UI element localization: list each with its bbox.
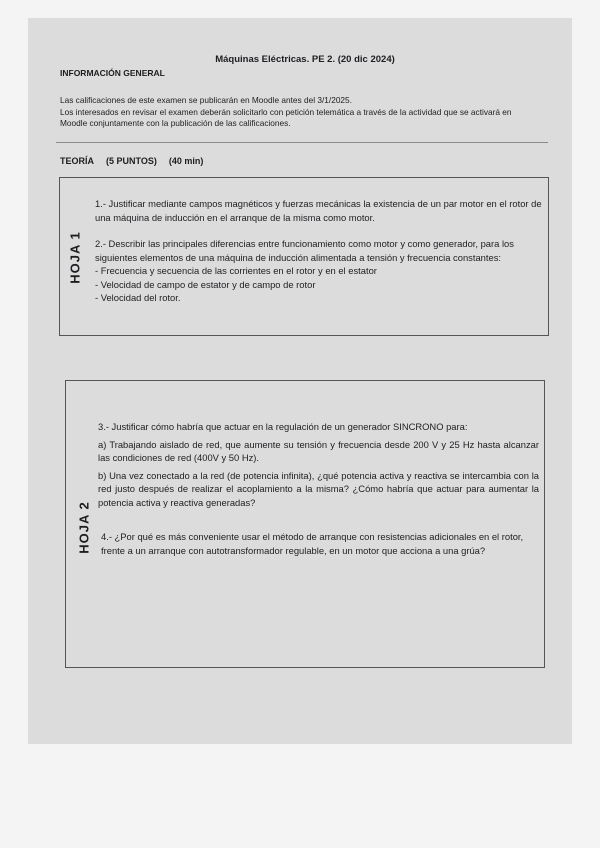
question-4: 4.- ¿Por qué es más conveniente usar el método de arranque con resistencias adicionales en el rotor, frente a un arranque con autotransformador regulable, en un motor que acciona a una grúa?: [101, 531, 524, 556]
sheet-1-label: HOJA 1: [67, 231, 83, 284]
theory-time: (40 min): [168, 156, 204, 166]
exam-title: Máquinas Eléctricas. PE 2. (20 dic 2024): [215, 54, 395, 65]
question-1: 1.- Justificar mediante campos magnéticos y fuerzas mecánicas la existencia de un par motor en el rotor de una máquina de inducción en el arranque de la misma como motor.: [95, 198, 542, 223]
question-2-intro: 2.- Describir las principales diferencias entre funcionamiento como motor y como generador, para los siguientes elementos de una máquina de inducción alimentada a tensión y frecuencia constantes:: [95, 238, 514, 263]
theory-heading: [60, 156, 215, 166]
sheet-2-label: HOJA 2: [76, 501, 92, 554]
section-divider: [56, 142, 548, 143]
theory-points: (5 PUNTOS): [106, 156, 157, 166]
question-2-item: - Velocidad de campo de estator y de campo de rotor: [95, 278, 316, 290]
question-3: [98, 420, 539, 513]
question-2-item: - Velocidad del rotor.: [95, 292, 181, 303]
notice-line: Las calificaciones de este examen se publicarán en Moodle antes del 3/1/2025.: [60, 95, 352, 105]
question-3-part-a: a) Trabajando aislado de red, que aumente su tensión y frecuencia desde 200 V y 25 Hz hasta alcanzar las condiciones de red (400V y 50 Hz).: [98, 438, 539, 463]
question-2: [95, 237, 543, 305]
general-notice: [60, 95, 540, 130]
question-3-intro: 3.- Justificar cómo habría que actuar en la regulación de un generador SINCRONO para:: [98, 421, 468, 432]
question-3-part-b: b) Una vez conectado a la red (de potencia infinita), ¿qué potencia activa y reactiva se intercambia con la red justo después de realizar el acoplamiento a la misma? ¿Cómo habría que actuar para aumentar la potencia activa y reactiva generadas?: [98, 469, 539, 508]
question-2-item: - Frecuencia y secuencia de las corrientes en el rotor y en el estator: [95, 265, 377, 276]
info-heading: INFORMACIÓN GENERAL: [60, 68, 165, 78]
notice-line: Los interesados en revisar el examen deberán solicitarlo con petición telemática a través de la actividad que se activará en Moodle conjuntamente con la publicación de las calificaciones.: [60, 106, 512, 128]
theory-label: TEORÍA: [60, 156, 95, 166]
